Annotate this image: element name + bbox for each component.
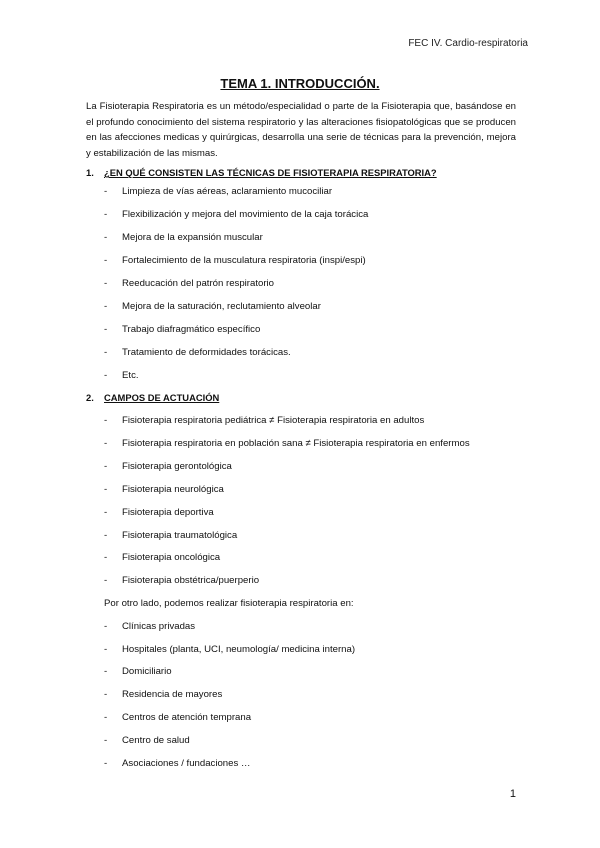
list-item: - Fisioterapia oncológica — [104, 552, 221, 563]
list-item: - Fisioterapia gerontológica — [104, 461, 232, 472]
list-item: - Fortalecimiento de la musculatura respiratoria (inspi/espi) — [104, 255, 366, 266]
list-item: - Clínicas privadas — [104, 621, 196, 632]
list-item: - Fisioterapia deportiva — [104, 507, 214, 518]
intro-paragraph: La Fisioterapia Respiratoria es un método/especialidad o parte de la Fisioterapia que, basándose en el profundo conocimiento del sistema respiratorio y las alteraciones fisiopatológicas que se producen en las afecciones medicas y quirúrgicas, desarrolla una serie de técnicas para la prevención, mejora y estabilización de las mismas. — [86, 101, 516, 159]
section-2-heading — [86, 392, 219, 403]
list-item: - Fisioterapia respiratoria pediátrica ≠ Fisioterapia respiratoria en adultos — [104, 415, 425, 426]
list-item: - Mejora de la saturación, reclutamiento alveolar — [104, 301, 321, 312]
page-header: FEC IV. Cardio-respiratoria — [408, 38, 528, 49]
list-item: - Limpieza de vías aéreas, aclaramiento mucociliar — [104, 186, 333, 197]
list-item: - Trabajo diafragmático específico — [104, 324, 261, 335]
other-text: Por otro lado, podemos realizar fisioterapia respiratoria en: — [104, 598, 354, 609]
list-item: - Fisioterapia traumatológica — [104, 530, 238, 541]
list-item: - Fisioterapia obstétrica/puerperio — [104, 575, 260, 586]
list-item: - Fisioterapia neurológica — [104, 484, 224, 495]
list-item: - Asociaciones / fundaciones … — [104, 758, 251, 769]
list-item: - Mejora de la expansión muscular — [104, 232, 263, 243]
page-title: TEMA 1. INTRODUCCIÓN. — [220, 76, 380, 91]
list-item: - Tratamiento de deformidades torácicas. — [104, 347, 291, 358]
page-number: 1 — [509, 788, 516, 800]
list-item: - Flexibilización y mejora del movimiento de la caja torácica — [104, 209, 369, 220]
list-item: - Centro de salud — [104, 735, 190, 746]
list-item: - Centros de atención temprana — [104, 712, 252, 723]
list-item: - Etc. — [104, 370, 139, 381]
section-title: ¿EN QUÉ CONSISTEN LAS TÉCNICAS DE FISIOTERAPIA RESPIRATORIA? — [104, 167, 437, 178]
section-number: 2. — [86, 392, 94, 403]
section-number: 1. — [86, 167, 94, 178]
list-item: - Hospitales (planta, UCI, neumología/ medicina interna) — [104, 644, 356, 655]
section-1-heading — [86, 167, 437, 178]
list-item: - Fisioterapia respiratoria en población sana ≠ Fisioterapia respiratoria en enfermos — [104, 438, 470, 449]
list-item: - Reeducación del patrón respiratorio — [104, 278, 274, 289]
list-item: - Domiciliario — [104, 666, 172, 677]
section-title: CAMPOS DE ACTUACIÓN — [104, 392, 220, 403]
list-item: - Residencia de mayores — [104, 689, 223, 700]
